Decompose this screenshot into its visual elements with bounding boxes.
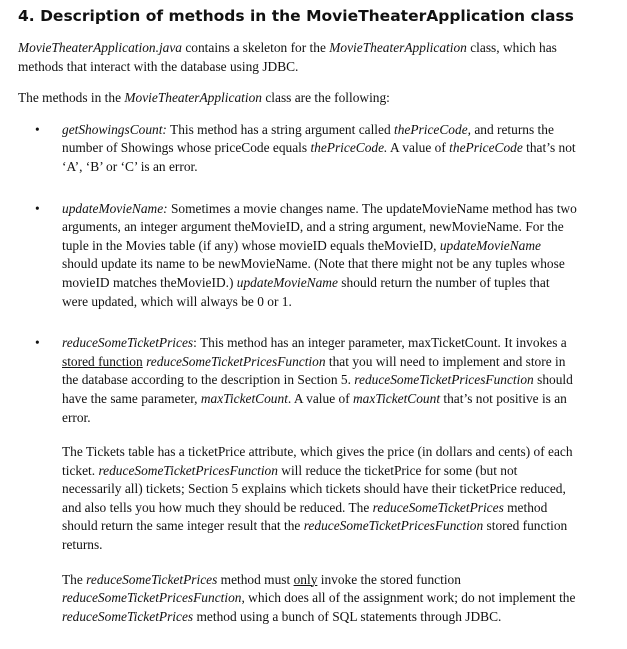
class-name: MovieTheaterApplication bbox=[124, 90, 262, 106]
intro-paragraph bbox=[18, 39, 578, 76]
methods-list bbox=[18, 121, 578, 627]
method-text: method must bbox=[217, 571, 294, 587]
method-text: method should return the same integer result that the bbox=[62, 499, 548, 534]
method-text: should have the same parameter, bbox=[62, 372, 573, 406]
method-name: reduceSomeTicketPrices bbox=[62, 335, 194, 351]
emphasis-only: only bbox=[293, 571, 318, 587]
document-page bbox=[18, 6, 578, 649]
method-item-reduceSomeTicketPrices bbox=[18, 334, 578, 626]
method-item-updateMovieName bbox=[18, 200, 578, 312]
method-text: will reduce the ticketPrice for some (but not necessarily all) tickets; Section 5 explains which tickets should have their ticketPrice reduced, and also tells you how much they should be reduced. The bbox=[62, 462, 566, 515]
method-text: This method has a string argument called bbox=[166, 121, 395, 137]
argument-name: thePriceCode bbox=[449, 140, 523, 156]
parameter-ref: maxTicketCount bbox=[353, 390, 441, 406]
section-heading: 4. Description of methods in the MovieTheaterApplication class bbox=[18, 7, 574, 25]
bullet-icon: • bbox=[35, 200, 40, 216]
method-text: , which does all of the assignment work; do not implement the bbox=[241, 590, 576, 606]
method-text: : This method has an integer parameter, maxTicketCount. It invokes a bbox=[193, 335, 567, 351]
method-name: getShowingsCount: bbox=[62, 121, 167, 137]
method-text: should return the number of tuples that were updated, which will always be 0 or 1. bbox=[62, 274, 550, 309]
methods-intro-paragraph bbox=[18, 89, 578, 108]
function-ref: reduceSomeTicketPricesFunction bbox=[98, 462, 278, 478]
parameter-ref: maxTicketCount bbox=[200, 390, 288, 406]
method-text: invoke the stored function bbox=[317, 571, 461, 587]
intro-text: The methods in the bbox=[18, 90, 125, 106]
file-name: MovieTheaterApplication.java bbox=[18, 40, 182, 55]
method-text: . A value of bbox=[287, 390, 354, 406]
method-text: Sometimes a movie changes name. The updateMovieName method has two arguments, an integer argument theMovieID, and a string argument, newMovieName. For the tuple in the Movies table (if any) whose movieID equals theMovieID, bbox=[62, 200, 577, 253]
function-ref: reduceSomeTicketPricesFunction bbox=[146, 353, 326, 369]
method-ref: reduceSomeTicketPrices bbox=[372, 499, 504, 515]
method-ref: updateMovieName bbox=[236, 274, 338, 290]
method-text: that’s not ‘A’, ‘B’ or ‘C’ is an error. bbox=[62, 140, 576, 174]
method-paragraph bbox=[62, 334, 578, 427]
function-ref: reduceSomeTicketPricesFunction bbox=[62, 590, 242, 606]
method-text: and returns the number of Showings whose priceCode equals bbox=[62, 121, 554, 156]
method-text: that you will need to implement and store in the database according to the description in Section 5. bbox=[62, 353, 566, 388]
method-text: The bbox=[62, 571, 87, 587]
method-text: should update its name to be newMovieName. (Note that there might not be any tuples whose movieID matches theMovieID.) bbox=[62, 256, 565, 290]
class-name: MovieTheaterApplication bbox=[329, 40, 467, 55]
invoke-paragraph bbox=[62, 571, 578, 627]
method-text: that’s not positive is an error. bbox=[62, 390, 567, 425]
method-ref: reduceSomeTicketPrices bbox=[86, 571, 218, 587]
method-ref: updateMovieName bbox=[439, 237, 541, 253]
method-text: The Tickets table has a ticketPrice attribute, which gives the price (in dollars and cents) of each ticket. bbox=[62, 444, 573, 478]
intro-text: class, which has methods that interact with the database using JDBC. bbox=[18, 40, 557, 74]
tickets-paragraph bbox=[62, 443, 578, 555]
method-ref: reduceSomeTicketPrices bbox=[62, 608, 194, 624]
method-item-getShowingsCount bbox=[18, 121, 578, 177]
function-ref: reduceSomeTicketPricesFunction bbox=[354, 372, 534, 388]
argument-name: thePriceCode. bbox=[310, 140, 388, 156]
method-name: updateMovieName: bbox=[62, 200, 168, 216]
bullet-icon: • bbox=[35, 121, 40, 137]
intro-text: contains a skeleton for the bbox=[182, 40, 330, 55]
intro-text: class are the following: bbox=[261, 90, 390, 106]
function-ref: reduceSomeTicketPricesFunction bbox=[303, 518, 484, 534]
stored-function-link[interactable]: stored function bbox=[62, 353, 143, 369]
bullet-icon: • bbox=[35, 335, 40, 351]
method-text: A value of bbox=[387, 140, 450, 156]
method-text: stored function returns. bbox=[62, 518, 568, 553]
argument-name: thePriceCode, bbox=[394, 121, 471, 137]
method-text: method using a bunch of SQL statements through JDBC. bbox=[193, 608, 502, 624]
